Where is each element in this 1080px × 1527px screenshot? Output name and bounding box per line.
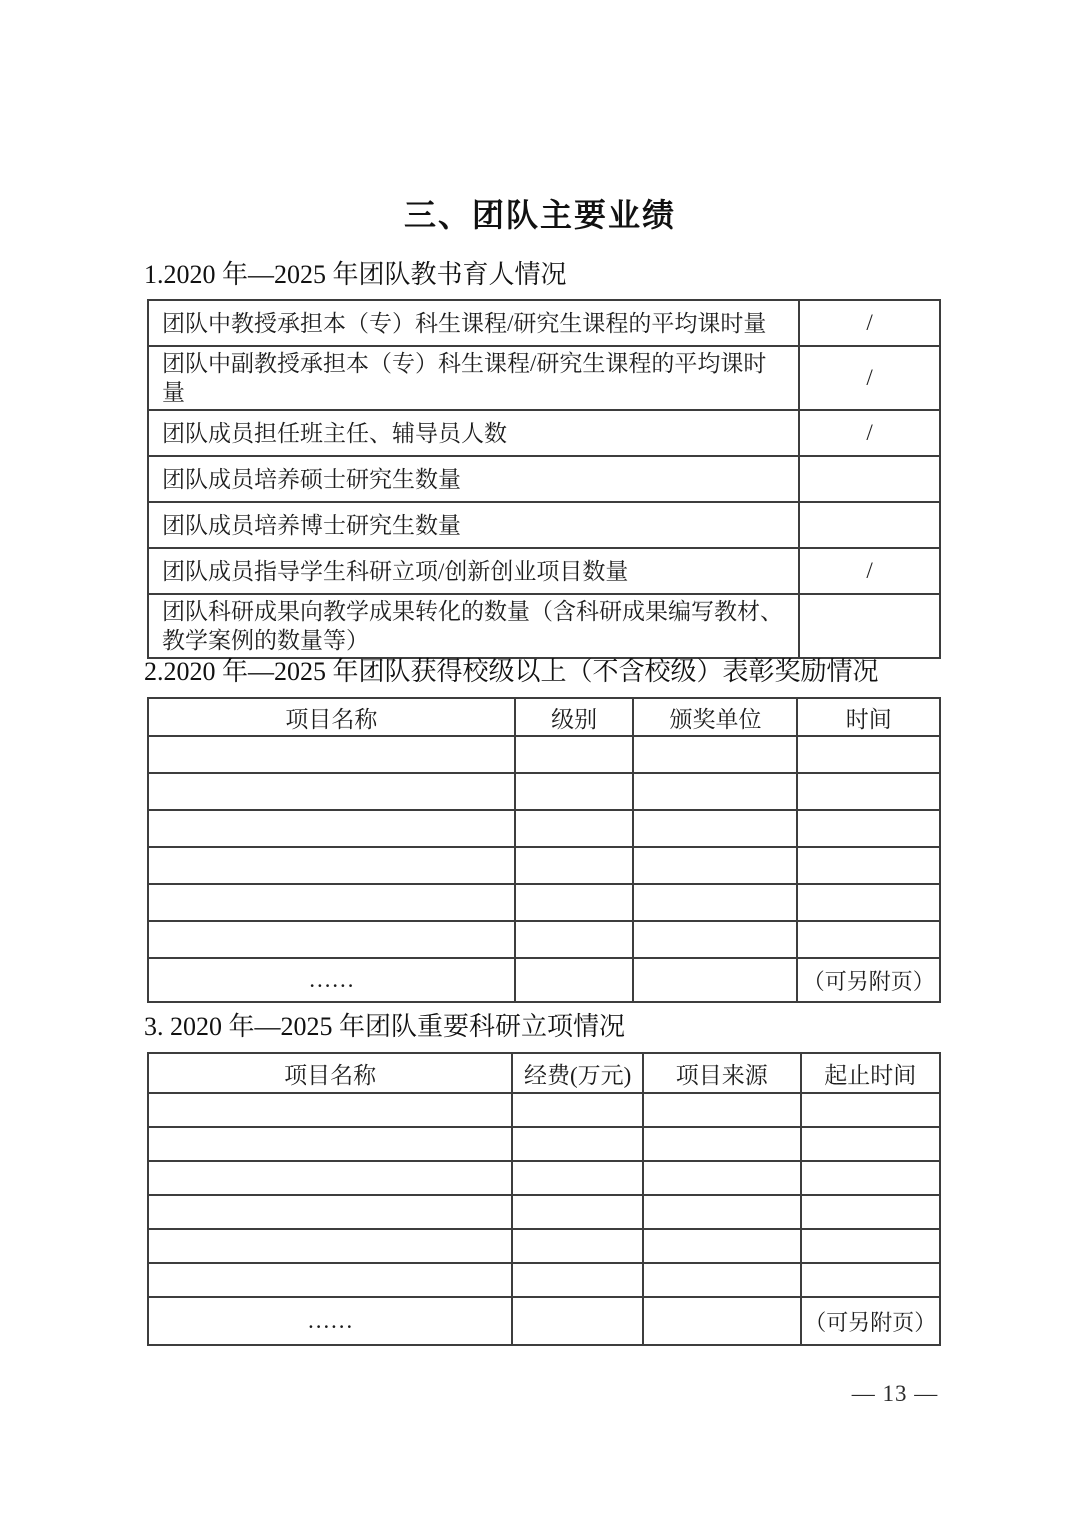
table-cell: [633, 810, 797, 847]
row-value-cell: [799, 456, 940, 502]
column-header: 级别: [515, 698, 634, 736]
table-row: [148, 884, 940, 921]
table-cell: [512, 1263, 643, 1297]
table-header-row: [148, 698, 940, 736]
table-cell: [515, 847, 634, 884]
row-label-cell: 团队科研成果向教学成果转化的数量（含科研成果编写教材、教学案例的数量等）: [148, 594, 799, 658]
table-row: [148, 958, 940, 1002]
teaching-stats-table: [147, 299, 941, 659]
table-cell: [148, 847, 515, 884]
table-cell: [148, 1161, 512, 1195]
page-title: 三、团队主要业绩: [403, 197, 676, 233]
table-cell: [801, 1263, 940, 1297]
table-row: [148, 921, 940, 958]
table-cell: [515, 921, 634, 958]
attach-note-cell: （可另附页）: [801, 1297, 940, 1345]
column-header: 项目来源: [643, 1053, 801, 1093]
table-cell: [148, 1093, 512, 1127]
table-cell: [643, 1297, 801, 1345]
column-header: 颁奖单位: [633, 698, 797, 736]
table-cell: [148, 921, 515, 958]
row-value-cell: /: [799, 346, 940, 410]
table-cell: [148, 810, 515, 847]
row-value-cell: [799, 502, 940, 548]
table-cell: [643, 1093, 801, 1127]
table-cell: [148, 884, 515, 921]
attach-note-cell: （可另附页）: [797, 958, 940, 1002]
table-row: [148, 300, 940, 346]
table-cell: [801, 1093, 940, 1127]
row-label-cell: 团队成员培养硕士研究生数量: [148, 456, 799, 502]
column-header: 项目名称: [148, 1053, 512, 1093]
table-row: [148, 594, 940, 658]
table-row: [148, 1263, 940, 1297]
table-cell: [148, 1263, 512, 1297]
column-header: 时间: [797, 698, 940, 736]
table-row: [148, 1229, 940, 1263]
table-cell: [797, 884, 940, 921]
table-row: [148, 346, 940, 410]
table-row: [148, 548, 940, 594]
dots-cell: ……: [148, 1297, 512, 1345]
table-cell: [148, 1229, 512, 1263]
row-label-cell: 团队成员培养博士研究生数量: [148, 502, 799, 548]
row-value-cell: /: [799, 410, 940, 456]
table-row: [148, 773, 940, 810]
table-cell: [512, 1229, 643, 1263]
section2-heading: 2.2020 年—2025 年团队获得校级以上（不含校级）表彰奖励情况: [144, 657, 879, 686]
table-cell: [643, 1161, 801, 1195]
table-cell: [801, 1195, 940, 1229]
table-cell: [148, 773, 515, 810]
table-row: [148, 1127, 940, 1161]
table-row: [148, 847, 940, 884]
dots-cell: ……: [148, 958, 515, 1002]
table-row: [148, 810, 940, 847]
table-cell: [633, 773, 797, 810]
table-cell: [643, 1195, 801, 1229]
table-row: [148, 410, 940, 456]
table-cell: [643, 1263, 801, 1297]
section1-heading: 1.2020 年—2025 年团队教书育人情况: [144, 260, 567, 289]
table-cell: [512, 1093, 643, 1127]
section3-heading: 3. 2020 年—2025 年团队重要科研立项情况: [144, 1012, 626, 1041]
table-cell: [633, 958, 797, 1002]
column-header: 经费(万元): [512, 1053, 643, 1093]
table-cell: [801, 1229, 940, 1263]
table-header-row: [148, 1053, 940, 1093]
table-cell: [797, 773, 940, 810]
table-cell: [512, 1297, 643, 1345]
table-row: [148, 1093, 940, 1127]
row-label-cell: 团队中副教授承担本（专）科生课程/研究生课程的平均课时量: [148, 346, 799, 410]
table-cell: [643, 1127, 801, 1161]
table-cell: [633, 736, 797, 773]
table-row: [148, 1195, 940, 1229]
table-cell: [515, 884, 634, 921]
table-cell: [797, 810, 940, 847]
row-label-cell: 团队成员担任班主任、辅导员人数: [148, 410, 799, 456]
table-cell: [643, 1229, 801, 1263]
awards-table: [147, 697, 941, 1003]
row-value-cell: /: [799, 300, 940, 346]
table-row: [148, 1161, 940, 1195]
table-cell: [148, 1195, 512, 1229]
table-cell: [797, 921, 940, 958]
row-label-cell: 团队成员指导学生科研立项/创新创业项目数量: [148, 548, 799, 594]
table-cell: [148, 1127, 512, 1161]
table-row: [148, 1297, 940, 1345]
table-row: [148, 456, 940, 502]
table-cell: [515, 810, 634, 847]
row-value-cell: /: [799, 548, 940, 594]
table-cell: [633, 921, 797, 958]
row-label-cell: 团队中教授承担本（专）科生课程/研究生课程的平均课时量: [148, 300, 799, 346]
table-cell: [801, 1161, 940, 1195]
column-header: 起止时间: [801, 1053, 940, 1093]
table-cell: [512, 1127, 643, 1161]
row-value-cell: [799, 594, 940, 658]
table-cell: [801, 1127, 940, 1161]
table-row: [148, 502, 940, 548]
table-cell: [515, 736, 634, 773]
table-row: [148, 736, 940, 773]
research-projects-table: [147, 1052, 941, 1346]
table-cell: [512, 1161, 643, 1195]
table-cell: [633, 847, 797, 884]
table-cell: [797, 736, 940, 773]
table-cell: [515, 958, 634, 1002]
column-header: 项目名称: [148, 698, 515, 736]
table-cell: [633, 884, 797, 921]
table-cell: [797, 847, 940, 884]
table-cell: [148, 736, 515, 773]
table-cell: [515, 773, 634, 810]
page-number: — 13 —: [851, 1381, 939, 1406]
table-cell: [512, 1195, 643, 1229]
